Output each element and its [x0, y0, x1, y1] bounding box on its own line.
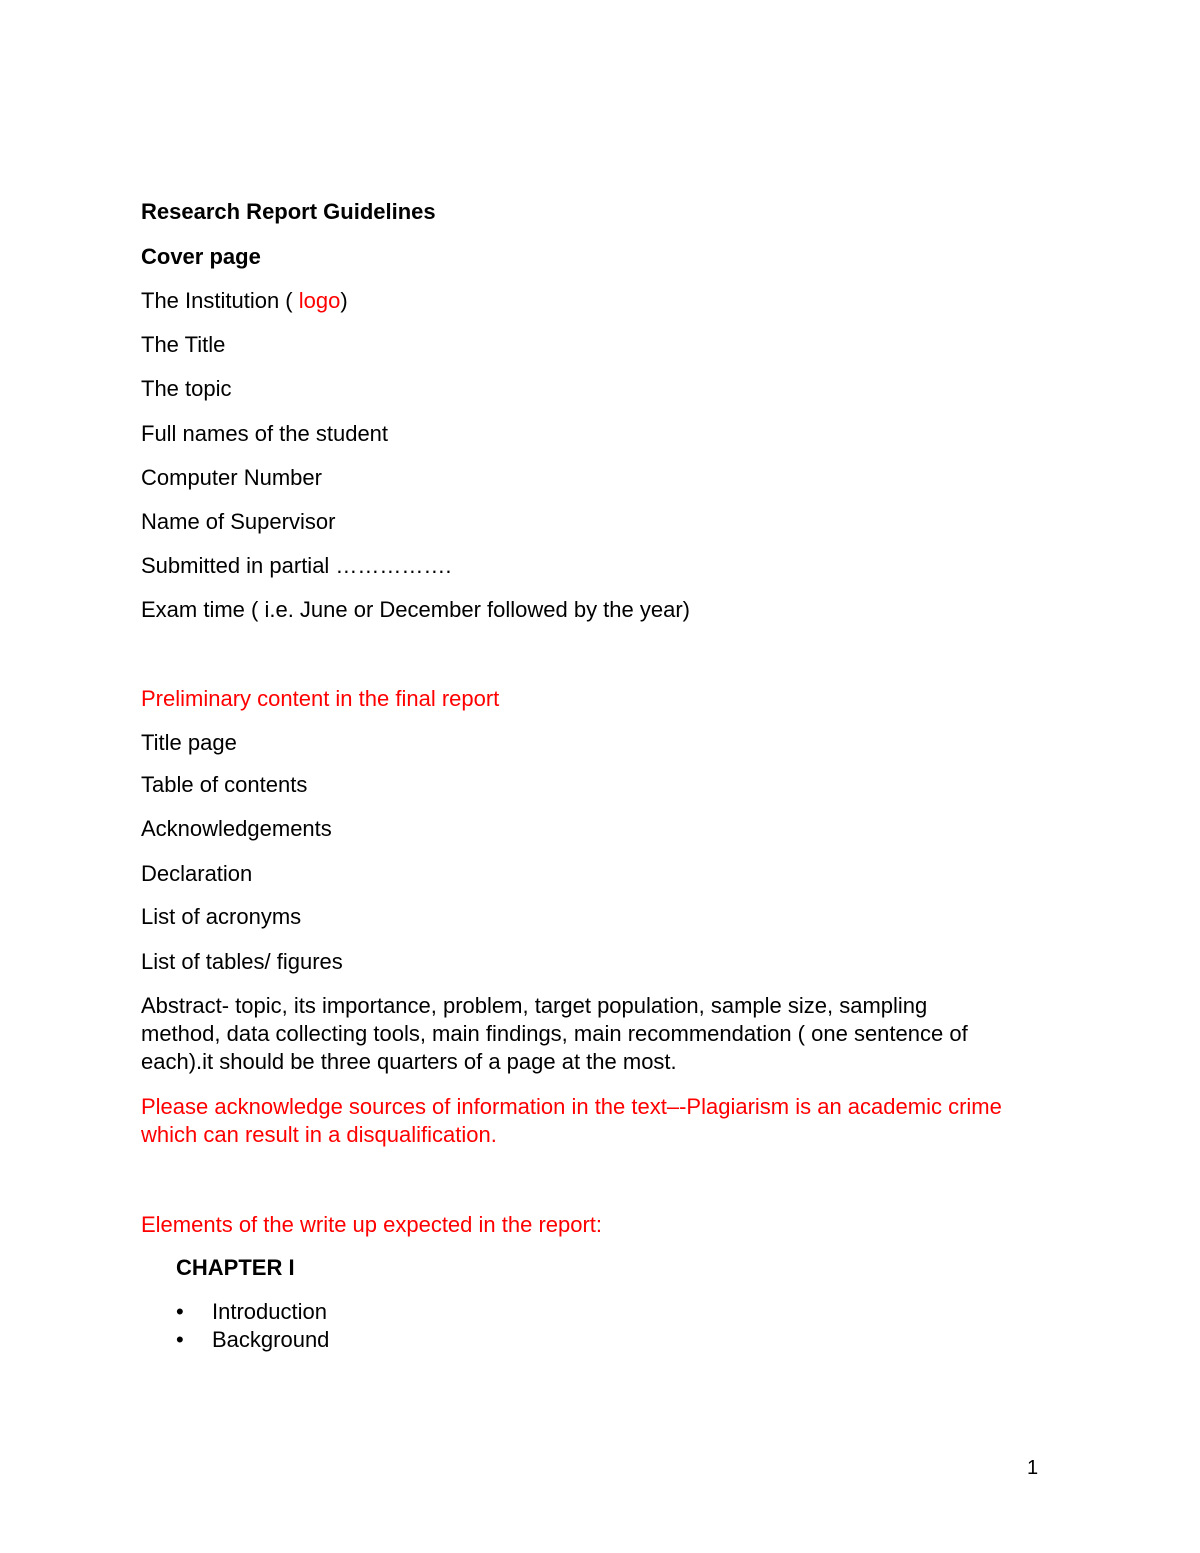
preliminary-item: Declaration: [141, 861, 253, 886]
chapter-title: CHAPTER I: [176, 1255, 295, 1280]
cover-item-computer-number: Computer Number: [141, 465, 322, 490]
bullet-icon: •: [176, 1299, 184, 1324]
cover-item-topic: The topic: [141, 376, 232, 401]
page-number: 1: [1027, 1457, 1039, 1479]
cover-item-institution: [141, 287, 348, 315]
list-item-label: Introduction: [212, 1299, 327, 1324]
elements-heading: Elements of the write up expected in the report:: [141, 1212, 603, 1237]
cover-item-supervisor: Name of Supervisor: [141, 509, 336, 534]
institution-prefix: The Institution (: [141, 288, 299, 313]
bullet-icon: •: [176, 1327, 184, 1352]
cover-item-title: The Title: [141, 332, 226, 357]
preliminary-item: List of acronyms: [141, 904, 302, 929]
plagiarism-warning: Please acknowledge sources of information in the text–-Plagiarism is an academic crime which can result in a disqualification.: [141, 1094, 1002, 1147]
cover-page-heading: Cover page: [141, 244, 261, 269]
document-title: Research Report Guidelines: [141, 199, 436, 224]
preliminary-item: List of tables/ figures: [141, 949, 343, 974]
preliminary-item: Acknowledgements: [141, 816, 332, 841]
preliminary-item: Table of contents: [141, 772, 308, 797]
cover-item-student-names: Full names of the student: [141, 421, 389, 446]
preliminary-item: Title page: [141, 730, 237, 755]
institution-suffix: ): [340, 288, 348, 313]
list-item: [176, 1298, 329, 1326]
chapter-bullet-list: [176, 1298, 329, 1354]
abstract-paragraph: Abstract- topic, its importance, problem, target population, sample size, sampling method, data collecting tools, main findings, main recommendation ( one sentence of each).it should be three quarters of a page at the most.: [141, 993, 968, 1074]
cover-item-submitted: Submitted in partial …………….: [141, 553, 452, 578]
list-item-label: Background: [212, 1327, 330, 1352]
institution-logo-text: logo: [298, 288, 341, 313]
cover-item-exam-time: Exam time ( i.e. June or December followed by the year): [141, 597, 691, 622]
preliminary-heading: Preliminary content in the final report: [141, 686, 500, 711]
list-item: [176, 1326, 329, 1354]
